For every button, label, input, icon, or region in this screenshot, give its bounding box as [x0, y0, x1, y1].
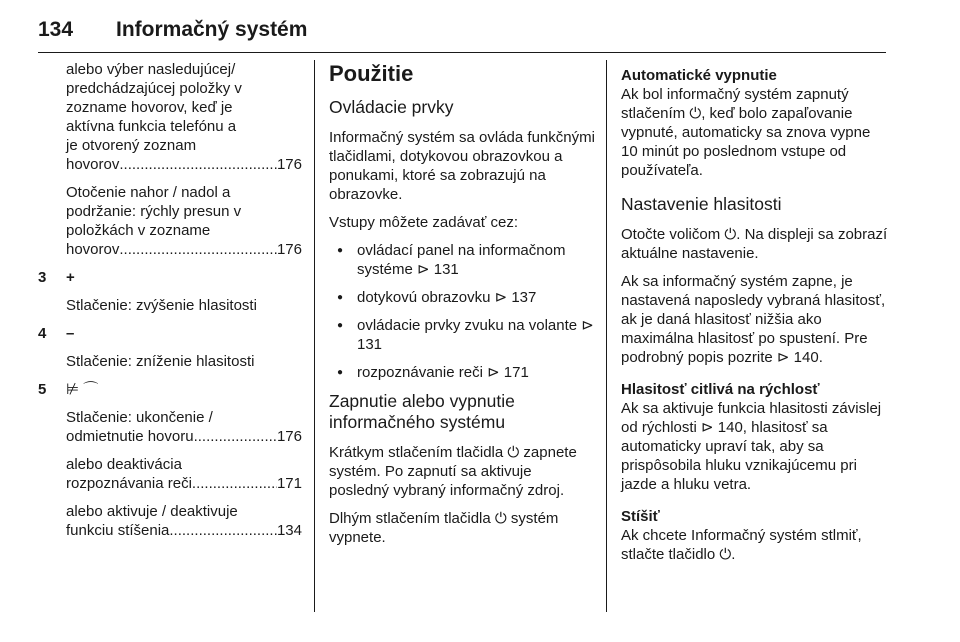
paragraph: Vstupy môžete zadávať cez:: [329, 214, 519, 231]
page-header: [38, 12, 886, 53]
toc-leader-line: funkciu stíšenia ..... 134: [66, 521, 302, 540]
text-line: položkách v zozname: [66, 222, 211, 239]
leader-dots: [169, 521, 277, 540]
list-item: ● rozpoznávanie reči ⊳ 171: [329, 363, 595, 382]
item-3-text: Stlačenie: zvýšenie hlasitosti: [66, 297, 257, 314]
subsection-heading: Ovládacie prvky: [329, 97, 454, 117]
right-column: [621, 66, 891, 573]
list-item: [66, 60, 302, 174]
middle-column: [329, 60, 595, 556]
toc-leader-line: hovorov ..... 176: [66, 155, 302, 174]
minor-heading: Automatické vypnutie: [621, 67, 777, 84]
paragraph: Ak bol informačný systém zapnutý stlačením ⏻, keď bolo zapaľovanie vypnuté, automaticky sa znova vypne 10 minút po poslednom vstupe od používateľa.: [621, 86, 871, 179]
bullet-list: [329, 241, 595, 382]
paragraph: Informačný systém sa ovláda funkčnými tlačidlami, dotykovou obrazovkou a ponukami, ktoré sa zobrazujú na obrazovke.: [329, 129, 595, 203]
page-number: 134: [38, 18, 74, 41]
paragraph: Krátkym stlačením tlačidla ⏻ zapnete systém. Po zapnutí sa aktivuje posledný vybraný informačný zdroj.: [329, 444, 577, 499]
list-item: ● dotykovú obrazovku ⊳ 137: [329, 288, 595, 307]
paragraph: Dlhým stlačením tlačidla ⏻ systém vypnete.: [329, 510, 559, 546]
page-ref[interactable]: 176: [276, 241, 302, 258]
leader-dots: [119, 155, 277, 174]
leader-dots: [192, 474, 277, 493]
text-line: alebo výber nasledujúcej/: [66, 61, 236, 78]
minor-heading: Hlasitosť citlivá na rýchlosť: [621, 381, 820, 398]
minus-symbol: –: [66, 325, 75, 342]
text-line: predchádzajúcej položky v: [66, 80, 242, 97]
text-line: je otvorený zoznam: [66, 137, 197, 154]
page-title: Informačný systém: [116, 18, 308, 41]
plus-symbol: +: [66, 269, 75, 286]
left-column: [38, 60, 302, 549]
toc-leader-line: odmietnutie hovoru ..... 176: [66, 427, 302, 446]
page-ref[interactable]: 176: [276, 428, 302, 445]
leader-dots: [119, 240, 277, 259]
text-line: podržanie: rýchly presun v: [66, 203, 242, 220]
toc-leader-line: hovorov ..... 176: [66, 240, 302, 259]
list-item: alebo deaktivácia rozpoznávania reči ..... 171: [66, 455, 302, 493]
toc-leader-line: rozpoznávania reči ..... 171: [66, 474, 302, 493]
minor-heading: Stíšiť: [621, 508, 660, 525]
paragraph: Ak sa informačný systém zapne, je nastavená naposledy vybraná hlasitosť, ak je daná hlasitosť nižšia ako maximálna hlasitosť po spustení. Pre podrobný popis pozrite ⊳ 140.: [621, 273, 886, 366]
item-5-header: 5 ⊭ ⌒: [38, 381, 99, 398]
list-item: Stlačenie: ukončenie / odmietnutie hovoru ..... 176: [66, 408, 302, 446]
list-item: ● ovládacie prvky zvuku na volante ⊳ 131: [329, 316, 595, 354]
page-ref[interactable]: 134: [276, 522, 302, 539]
item-3-header: 3 +: [38, 269, 75, 286]
list-item: alebo aktivuje / deaktivuje funkciu stíšenia ..... 134: [66, 502, 302, 540]
text-line: Otočenie nahor / nadol a: [66, 184, 231, 201]
subsection-heading: Nastavenie hlasitosti: [621, 194, 782, 214]
text-line: aktívna funkcia telefónu a: [66, 118, 237, 135]
mute-hangup-icon: ⊭ ⌒: [66, 381, 99, 398]
list-item: ● ovládací panel na informačnom systéme ⊳ 131: [329, 241, 595, 279]
column-divider: [606, 60, 607, 612]
item-4-header: 4 –: [38, 325, 75, 342]
paragraph: Ak sa aktivuje funkcia hlasitosti závislej od rýchlosti ⊳ 140, hlasitosť sa automaticky upraví tak, aby sa prispôsobila hluku vznikajúcemu pri jazde a hluku vetra.: [621, 400, 882, 493]
leader-dots: [194, 427, 277, 446]
column-divider: [314, 60, 315, 612]
paragraph: Otočte voličom ⏻. Na displeji sa zobrazí aktuálne nastavenie.: [621, 226, 888, 262]
subsection-heading: Zapnutie alebo vypnutie informačného systému: [329, 391, 515, 432]
item-4-text: Stlačenie: zníženie hlasitosti: [66, 353, 255, 370]
text-line: zozname hovorov, keď je: [66, 99, 233, 116]
page-ref[interactable]: 171: [276, 475, 302, 492]
section-heading: Použitie: [329, 61, 414, 86]
paragraph: Ak chcete Informačný systém stlmiť, stlačte tlačidlo ⏻.: [621, 527, 862, 563]
list-item: [66, 183, 302, 259]
page-ref[interactable]: 176: [276, 156, 302, 173]
